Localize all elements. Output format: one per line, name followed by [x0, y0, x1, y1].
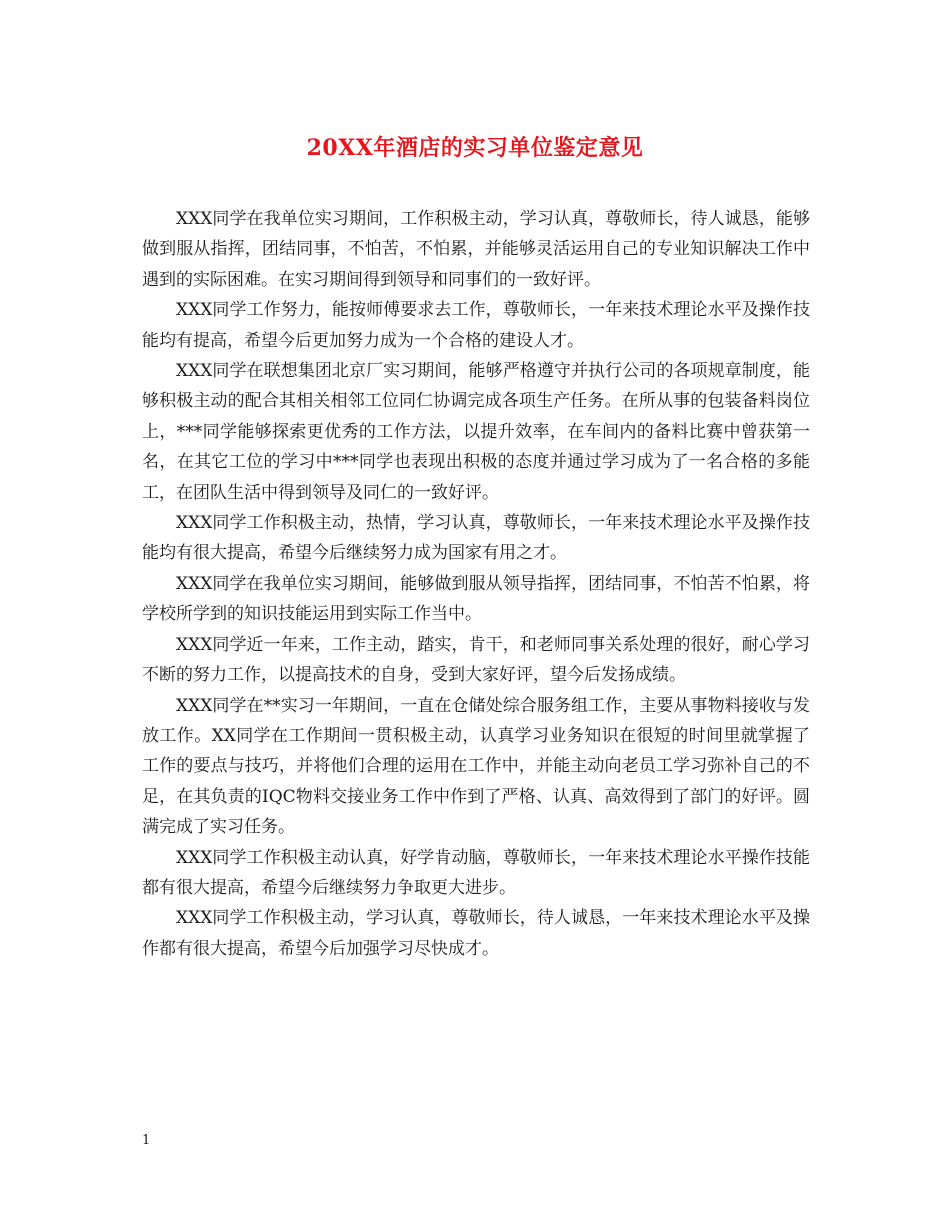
- paragraph: XXX同学在联想集团北京厂实习期间，能够严格遵守并执行公司的各项规章制度，能够积极主动的配合其相关相邻工位同仁协调完成各项生产任务。在所从事的包装备料岗位上，***同学能够探索更优秀的工作方法，以提升效率，在车间内的备料比赛中曾获第一名，在其它工位的学习中***同学也表现出积极的态度并通过学习成为了一名合格的多能工，在团队生活中得到领导及同仁的一致好评。: [142, 361, 810, 503]
- paragraph: XXX同学工作努力，能按师傅要求去工作，尊敬师长，一年来技术理论水平及操作技能均有提高，希望今后更加努力成为一个合格的建设人才。: [142, 300, 810, 351]
- paragraph: XXX同学工作积极主动，热情，学习认真，尊敬师长，一年来技术理论水平及操作技能均有很大提高，希望今后继续努力成为国家有用之才。: [142, 513, 810, 564]
- page-number: 1: [142, 1133, 151, 1148]
- paragraph: XXX同学在**实习一年期间，一直在仓储处综合服务组工作，主要从事物料接收与发放工作。XX同学在工作期间一贯积极主动，认真学习业务知识在很短的时间里就掌握了工作的要点与技巧，并将他们合理的运用在工作中，并能主动向老员工学习弥补自己的不足，在其负责的IQC物料交接业务工作中作到了严格、认真、高效得到了部门的好评。圆满完成了实习任务。: [142, 695, 810, 838]
- paragraph: XXX同学在我单位实习期间，工作积极主动，学习认真，尊敬师长，待人诚恳，能够做到服从指挥，团结同事，不怕苦，不怕累，并能够灵活运用自己的专业知识解决工作中遇到的实际困难。在实习期间得到领导和同事们的一致好评。: [142, 209, 810, 290]
- paragraph: XXX同学工作积极主动认真，好学肯动脑，尊敬师长，一年来技术理论水平操作技能都有很大提高，希望今后继续努力争取更大进步。: [142, 847, 810, 898]
- paragraph: XXX同学近一年来，工作主动，踏实，肯干，和老师同事关系处理的很好，耐心学习不断的努力工作，以提高技术的自身，受到大家好评，望今后发扬成绩。: [142, 634, 810, 686]
- paragraph: XXX同学工作积极主动，学习认真，尊敬师长，待人诚恳，一年来技术理论水平及操作都有很大提高，希望今后加强学习尽快成才。: [142, 908, 810, 959]
- document-title: 20XX年酒店的实习单位鉴定意见: [306, 135, 644, 161]
- document-body: [142, 204, 810, 964]
- paragraph: XXX同学在我单位实习期间，能够做到服从领导指挥，团结同事，不怕苦不怕累，将学校所学到的知识技能运用到实际工作当中。: [142, 573, 810, 625]
